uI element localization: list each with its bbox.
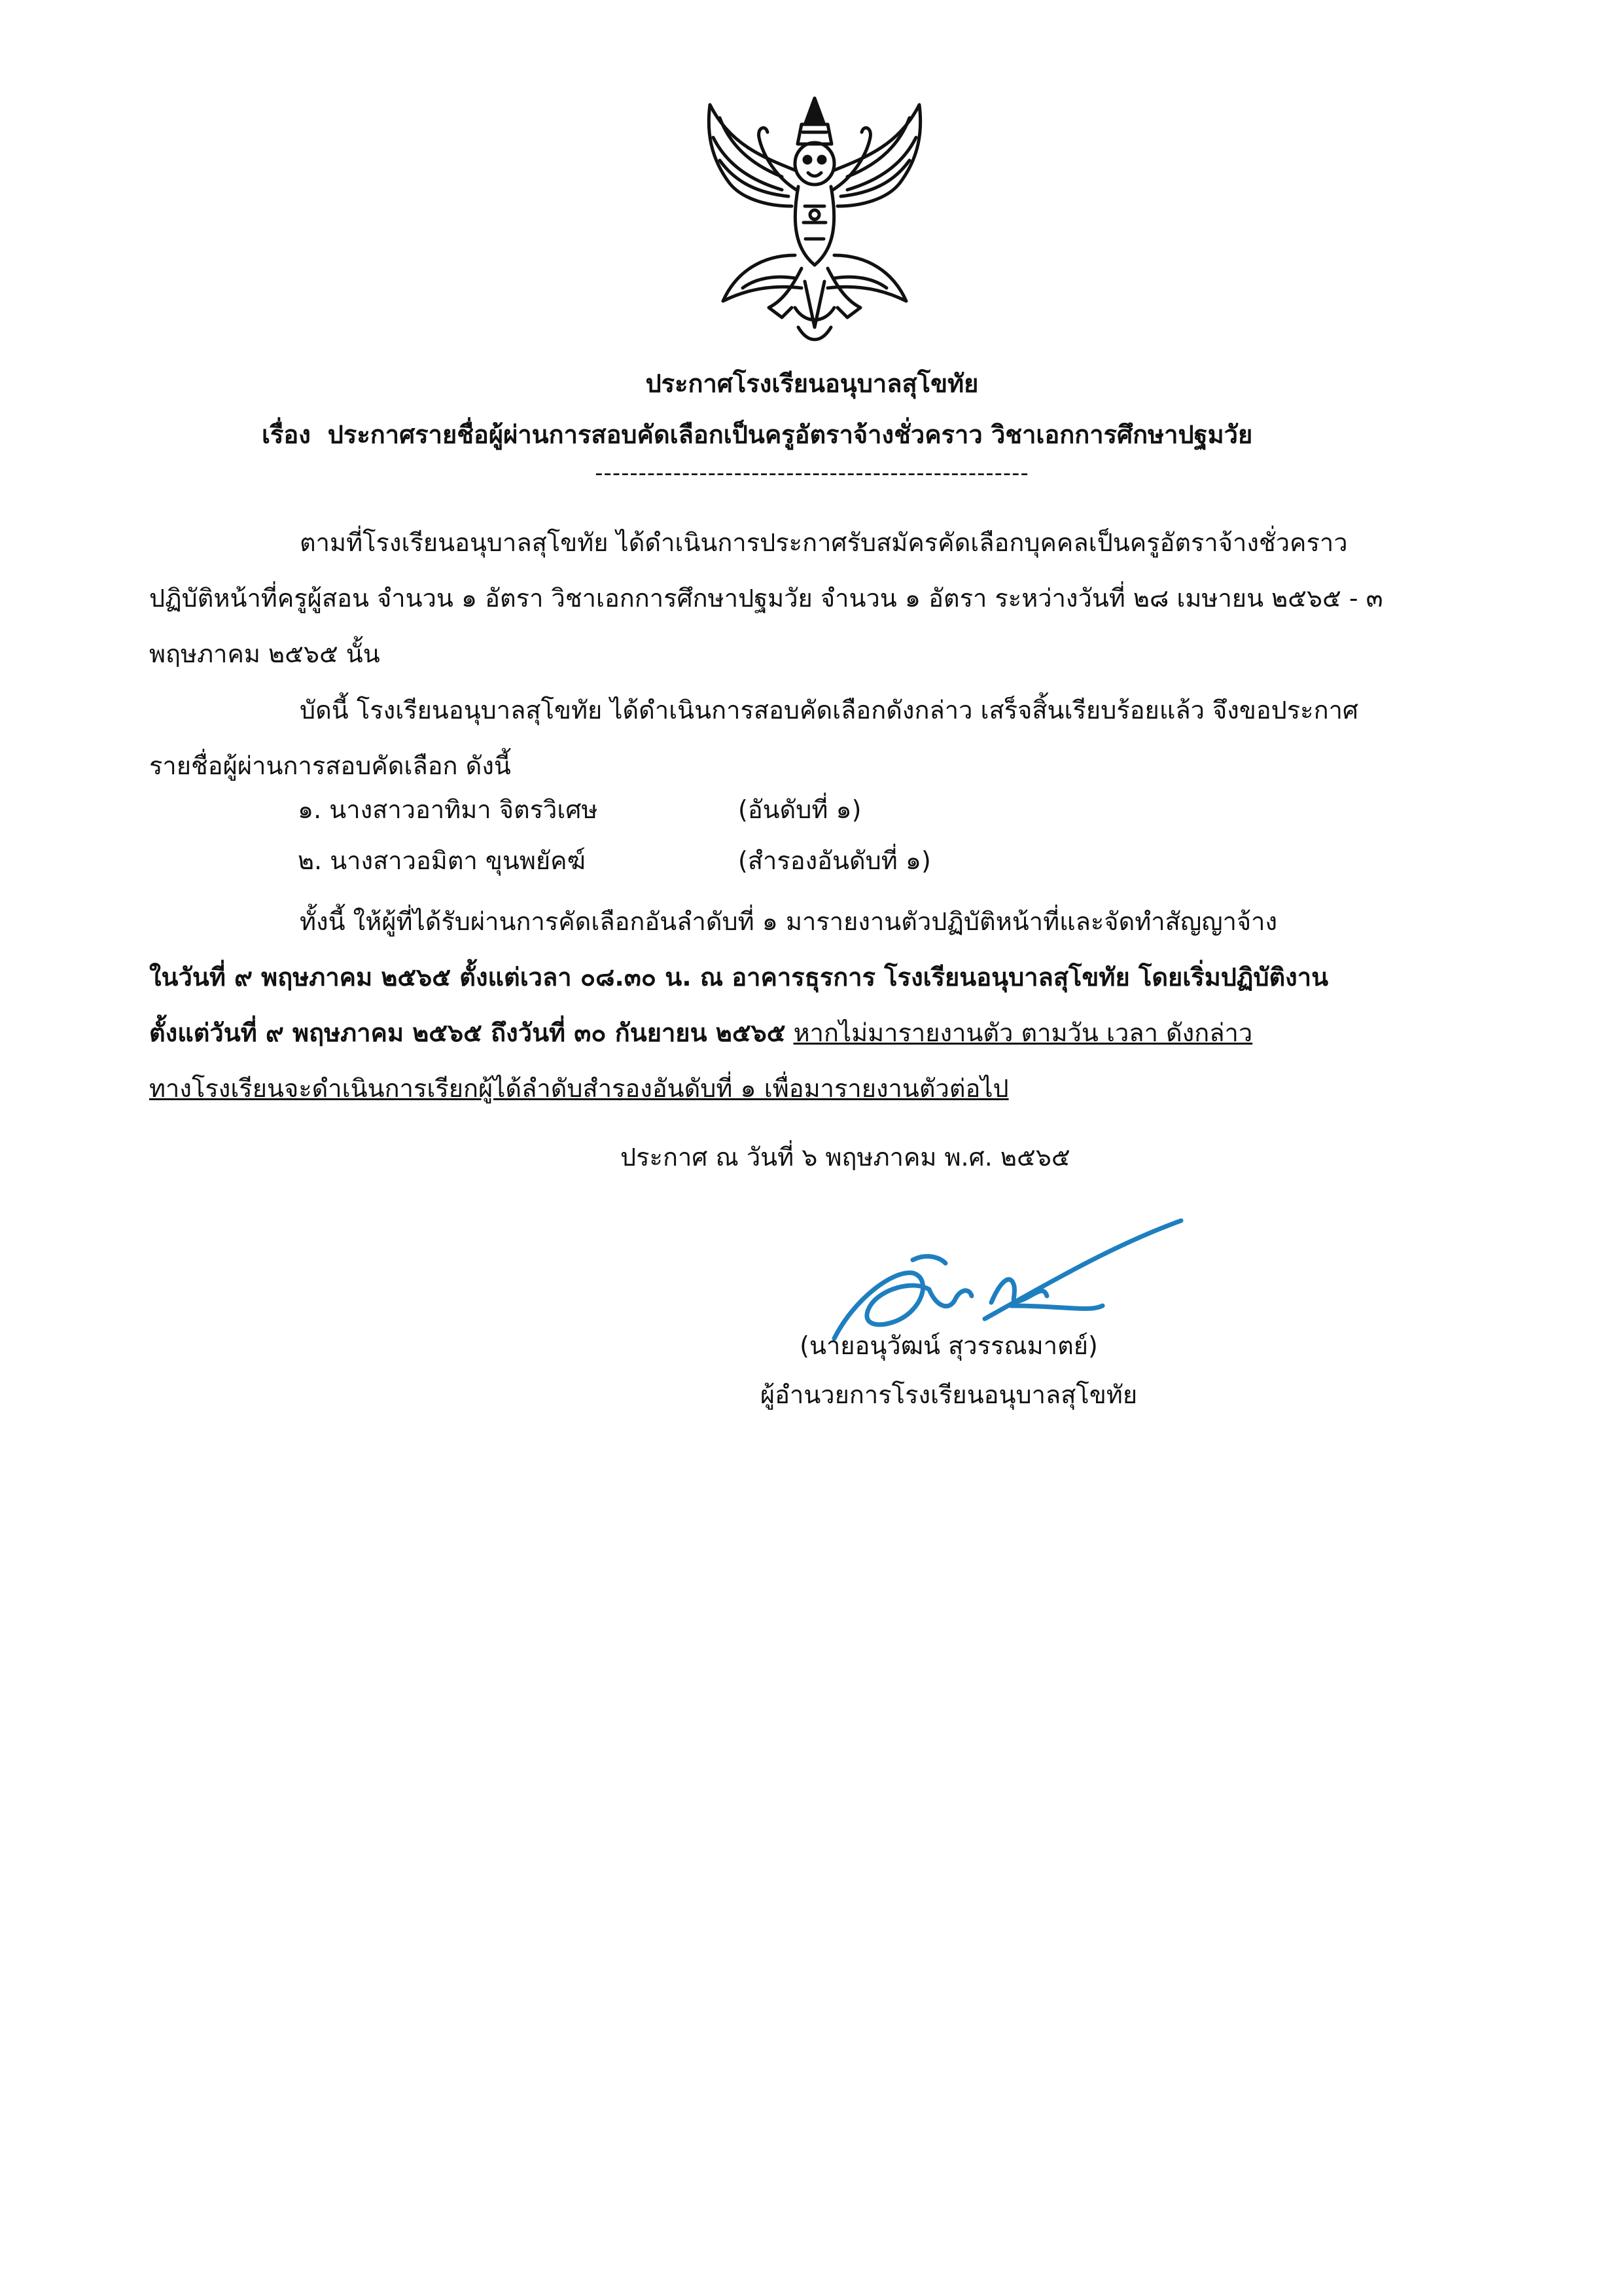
paragraph-line: ตามที่โรงเรียนอนุบาลสุโขทัย ได้ดำเนินการประกาศรับสมัครคัดเลือกบุคคลเป็นครูอัตราจ้างชั่วคราว	[300, 528, 1348, 557]
paragraph-line: ปฏิบัติหน้าที่ครูผู้สอน จำนวน ๑ อัตรา วิชาเอกการศึกษาปฐมวัย จำนวน ๑ อัตรา ระหว่างวันที่ ๒๘ เมษายน ๒๕๖๕ - ๓	[149, 584, 1383, 613]
candidate-name: ๒. นางสาวอมิตา ขุนพยัคฆ์	[298, 846, 586, 875]
candidate-ranks	[738, 784, 931, 886]
candidate-name: ๑. นางสาวอาทิมา จิตรวิเศษ	[298, 795, 598, 824]
report-period: ตั้งแต่วันที่ ๙ พฤษภาคม ๒๕๖๕ ถึงวันที่ ๓๐ กันยายน ๒๕๖๕	[149, 1018, 786, 1047]
candidate-rank: (สำรองอันดับที่ ๑)	[738, 846, 931, 875]
candidate-rank: (อันดับที่ ๑)	[738, 795, 862, 824]
document-title: ประกาศโรงเรียนอนุบาลสุโขทัย	[645, 369, 979, 398]
subject-text: ประกาศรายชื่อผู้ผ่านการสอบคัดเลือกเป็นครูอัตราจ้างชั่วคราว วิชาเอกการศึกษาปฐมวัย	[327, 420, 1253, 449]
warning-text-continued: ทางโรงเรียนจะดำเนินการเรียกผู้ได้ลำดับสำรองอันดับที่ ๑ เพื่อมารายงานตัวต่อไป	[149, 1074, 1009, 1103]
candidate-names	[298, 784, 598, 886]
garuda-emblem-icon	[684, 92, 945, 350]
subject-label: เรื่อง	[262, 420, 311, 449]
signer-position: ผู้อำนวยการโรงเรียนอนุบาลสุโขทัย	[760, 1380, 1138, 1409]
warning-text: หากไม่มารายงานตัว ตามวัน เวลา ดังกล่าว	[793, 1018, 1253, 1047]
divider: --------------------------------------------------	[595, 460, 1029, 486]
document-subject	[262, 414, 1252, 454]
paragraph-line: บัดนี้ โรงเรียนอนุบาลสุโขทัย ได้ดำเนินการสอบคัดเลือกดังกล่าว เสร็จสิ้นเรียบร้อยแล้ว จึงขอประกาศ	[300, 696, 1359, 725]
paragraph-line	[149, 1005, 1477, 1061]
signer-name: (นายอนุวัฒน์ สุวรรณมาตย์)	[800, 1331, 1098, 1360]
paragraph-instructions	[149, 894, 1477, 1117]
paragraph-intro	[149, 515, 1477, 682]
paragraph-line: รายชื่อผู้ผ่านการสอบคัดเลือก ดังนี้	[149, 751, 511, 780]
paragraph-announcement	[149, 683, 1477, 794]
paragraph-line-bold: ในวันที่ ๙ พฤษภาคม ๒๕๖๕ ตั้งแต่เวลา ๐๘.๓๐ น. ณ อาคารธุรการ โรงเรียนอนุบาลสุโขทัย โดยเริ่มปฏิบัติงาน	[149, 963, 1329, 992]
paragraph-line: พฤษภาคม ๒๕๖๕ นั้น	[149, 639, 380, 668]
announce-date: ประกาศ ณ วันที่ ๖ พฤษภาคม พ.ศ. ๒๕๖๕	[620, 1143, 1070, 1172]
paragraph-line: ทั้งนี้ ให้ผู้ที่ได้รับผ่านการคัดเลือกอันลำดับที่ ๑ มารายงานตัวปฏิบัติหน้าที่และจัดทำสัญญาจ้าง	[300, 907, 1278, 936]
